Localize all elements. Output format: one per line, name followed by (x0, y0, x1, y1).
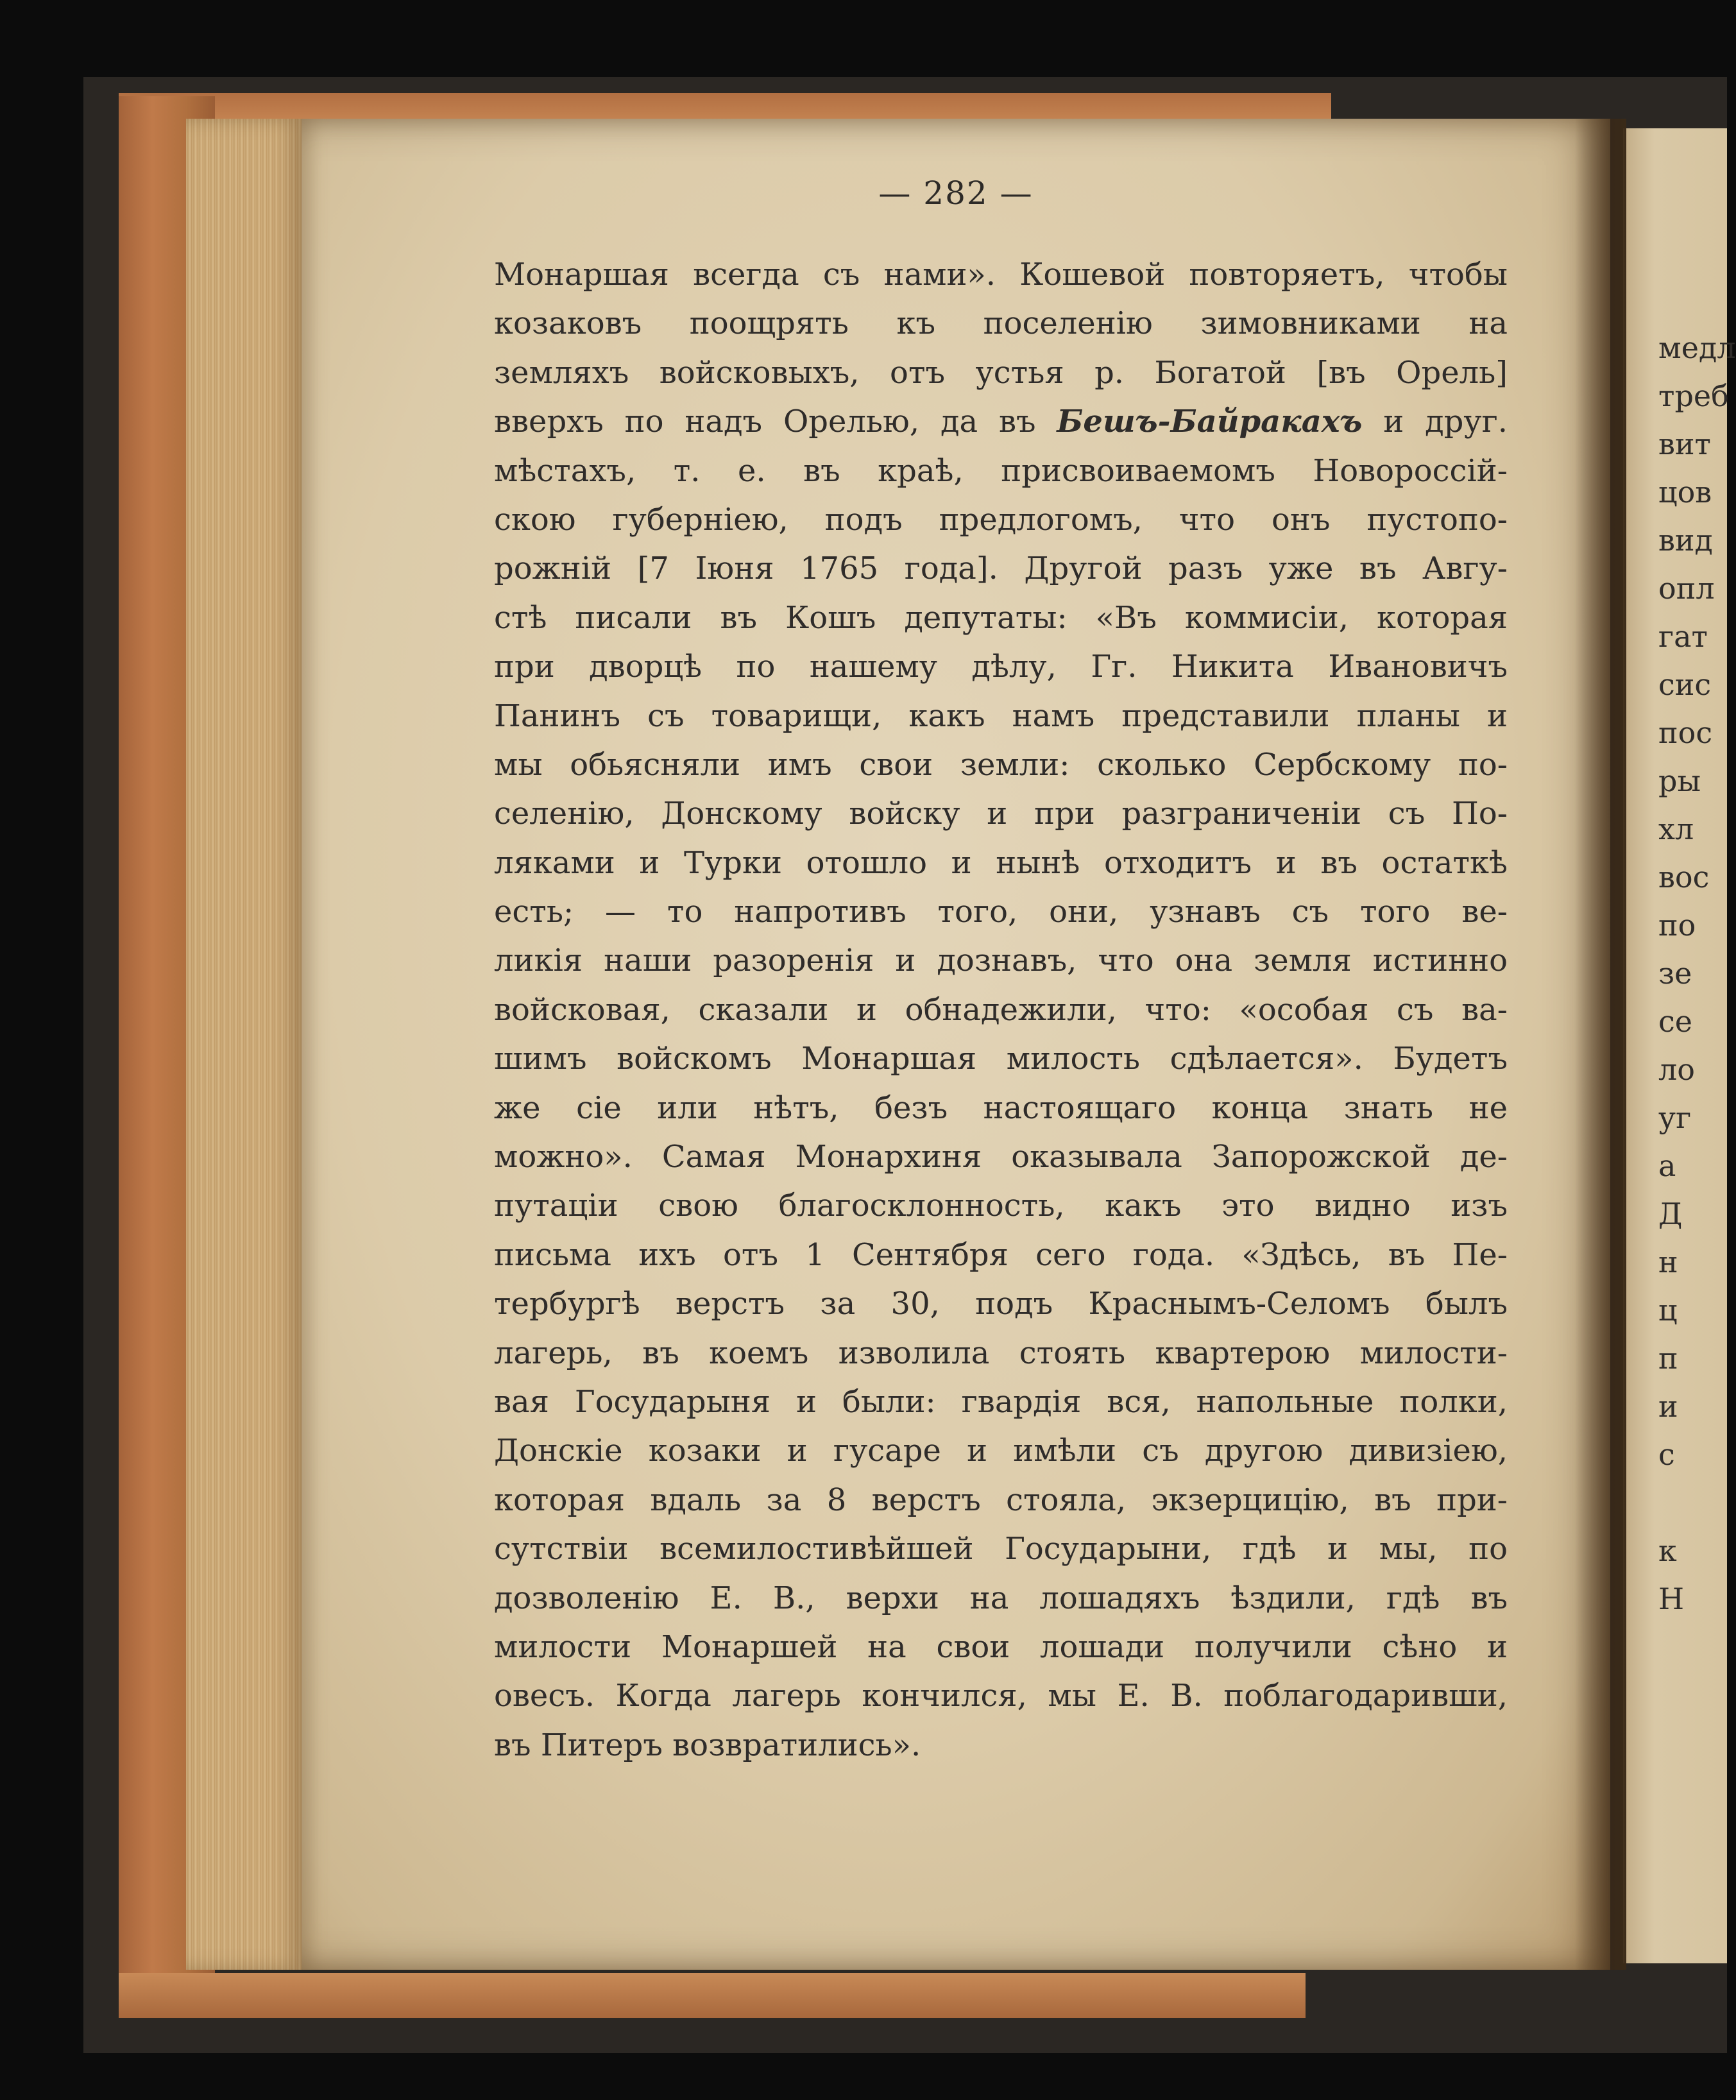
page-number: — 282 — (878, 175, 1034, 212)
text-line: письма ихъ отъ 1 Сентября сего года. «Здѣсь, въ Пе- (494, 1236, 1508, 1273)
text-line: Монаршая всегда съ нами». Кошевой повторяетъ, чтобы (494, 257, 1508, 293)
cover-board-bottom-edge (119, 1973, 1306, 2018)
right-page-fragment: ц (1658, 1293, 1678, 1327)
text-line: сутствіи всемилостивѣйшей Государыни, гдѣ и мы, по (494, 1531, 1508, 1567)
right-page-fragment: цов (1658, 475, 1712, 509)
right-page-fragment: гат (1658, 619, 1708, 654)
right-page-fragment: вид (1658, 523, 1713, 558)
text-line: скою губерніею, подъ предлогомъ, что онъ пустопо- (494, 501, 1508, 538)
text-line: лагерь, въ коемъ изволила стоять квартерою милости- (494, 1335, 1508, 1371)
text-line: при дворцѣ по нашему дѣлу, Гг. Никита Ивановичъ (494, 649, 1508, 685)
right-page-fragment: пос (1658, 715, 1713, 750)
text-line: мы обьясняли имъ свои земли: сколько Сербскому по- (494, 746, 1508, 783)
gutter-shadow (1575, 119, 1626, 1970)
text-line-segment: и друг. (1362, 404, 1508, 440)
right-page-fragment: се (1658, 1004, 1692, 1039)
right-page-fragment: ры (1658, 764, 1701, 798)
right-page-fragment: сис (1658, 667, 1712, 702)
text-line-segment: вверхъ по надъ Орелью, да въ (494, 404, 1057, 440)
cover-board-top-edge (119, 93, 1331, 122)
text-line: дозволенію Е. В., верхи на лошадяхъ ѣздили, гдѣ въ (494, 1580, 1508, 1616)
text-line: овесъ. Когда лагерь кончился, мы Е. В. поблагодаривши, (494, 1678, 1508, 1714)
right-page-fragment: а (1658, 1148, 1676, 1183)
text-line: селенію, Донскому войску и при разграниченіи съ По- (494, 796, 1508, 832)
text-line: Панинъ съ товарищи, какъ намъ представили планы и (494, 697, 1508, 734)
text-line: шимъ войскомъ Монаршая милость сдѣлается». Будетъ (494, 1041, 1508, 1077)
right-page-fragment: треб (1658, 379, 1729, 413)
right-page-fragment: и (1658, 1389, 1678, 1424)
text-line: ляками и Турки отошло и нынѣ отходитъ и въ остаткѣ (494, 844, 1508, 881)
text-line: козаковъ поощрять къ поселенію зимовниками на (494, 305, 1508, 342)
right-page-fragment: к (1658, 1533, 1677, 1568)
text-line: же сіе или нѣтъ, безъ настоящаго конца знать не (494, 1089, 1508, 1126)
text-line: путаціи свою благосклонность, какъ это видно изъ (494, 1188, 1508, 1224)
text-line: ликія наши разоренія и дознавъ, что она земля истинно (494, 943, 1508, 979)
text-line: войсковая, сказали и обнадежили, что: «особая съ ва- (494, 991, 1508, 1028)
text-line: Донскіе козаки и гусаре и имѣли съ другою дивизіею, (494, 1433, 1508, 1469)
right-page-fragment: ло (1658, 1052, 1695, 1087)
text-line: мѣстахъ, т. е. въ краѣ, присвоиваемомъ Новороссій- (494, 452, 1508, 489)
right-page-fragment: вос (1658, 860, 1710, 894)
right-page-fragment: по (1658, 908, 1696, 943)
text-line: вая Государыня и были: гвардія вся, напольные полки, (494, 1383, 1508, 1420)
text-line: милости Монаршей на свои лошади получили сѣно и (494, 1628, 1508, 1665)
right-page-fragment: вит (1658, 427, 1712, 461)
text-line: тербургѣ верстъ за 30, подъ Краснымъ-Селомъ былъ (494, 1286, 1508, 1322)
page-body-text (494, 250, 1508, 1770)
right-page-fragment: медл (1658, 330, 1736, 365)
text-line: въ Питеръ возвратились». (494, 1727, 921, 1763)
right-page-text-fragments (1658, 324, 1736, 1623)
right-page-fragment: зе (1658, 956, 1692, 991)
text-line: стѣ писали въ Кошъ депутаты: «Въ коммисіи, которая (494, 599, 1508, 636)
right-page-fragment: уг (1658, 1100, 1692, 1135)
right-page-fragment: п (1658, 1341, 1678, 1376)
page-block-edges (186, 119, 305, 1970)
text-line: рожній [7 Іюня 1765 года]. Другой разъ уже въ Авгу- (494, 551, 1508, 587)
right-page-fragment: с (1658, 1437, 1675, 1472)
italic-place-name: Бешъ-Байракахъ (1057, 404, 1363, 440)
text-line: можно». Самая Монархиня оказывала Запорожской де- (494, 1139, 1508, 1175)
text-line: есть; — то напротивъ того, они, узнавъ съ того ве- (494, 894, 1508, 930)
right-page-fragment: опл (1658, 571, 1715, 606)
text-line (494, 397, 1508, 446)
right-page-fragment: н (1658, 1245, 1678, 1279)
text-line: земляхъ войсковыхъ, отъ устья р. Богатой [въ Орель] (494, 354, 1508, 391)
right-page-fragment: Д (1658, 1197, 1683, 1231)
right-page-fragment: Н (1658, 1582, 1685, 1616)
text-line: которая вдаль за 8 верстъ стояла, экзерцицію, въ при- (494, 1481, 1508, 1518)
right-page-fragment: хл (1658, 812, 1694, 846)
